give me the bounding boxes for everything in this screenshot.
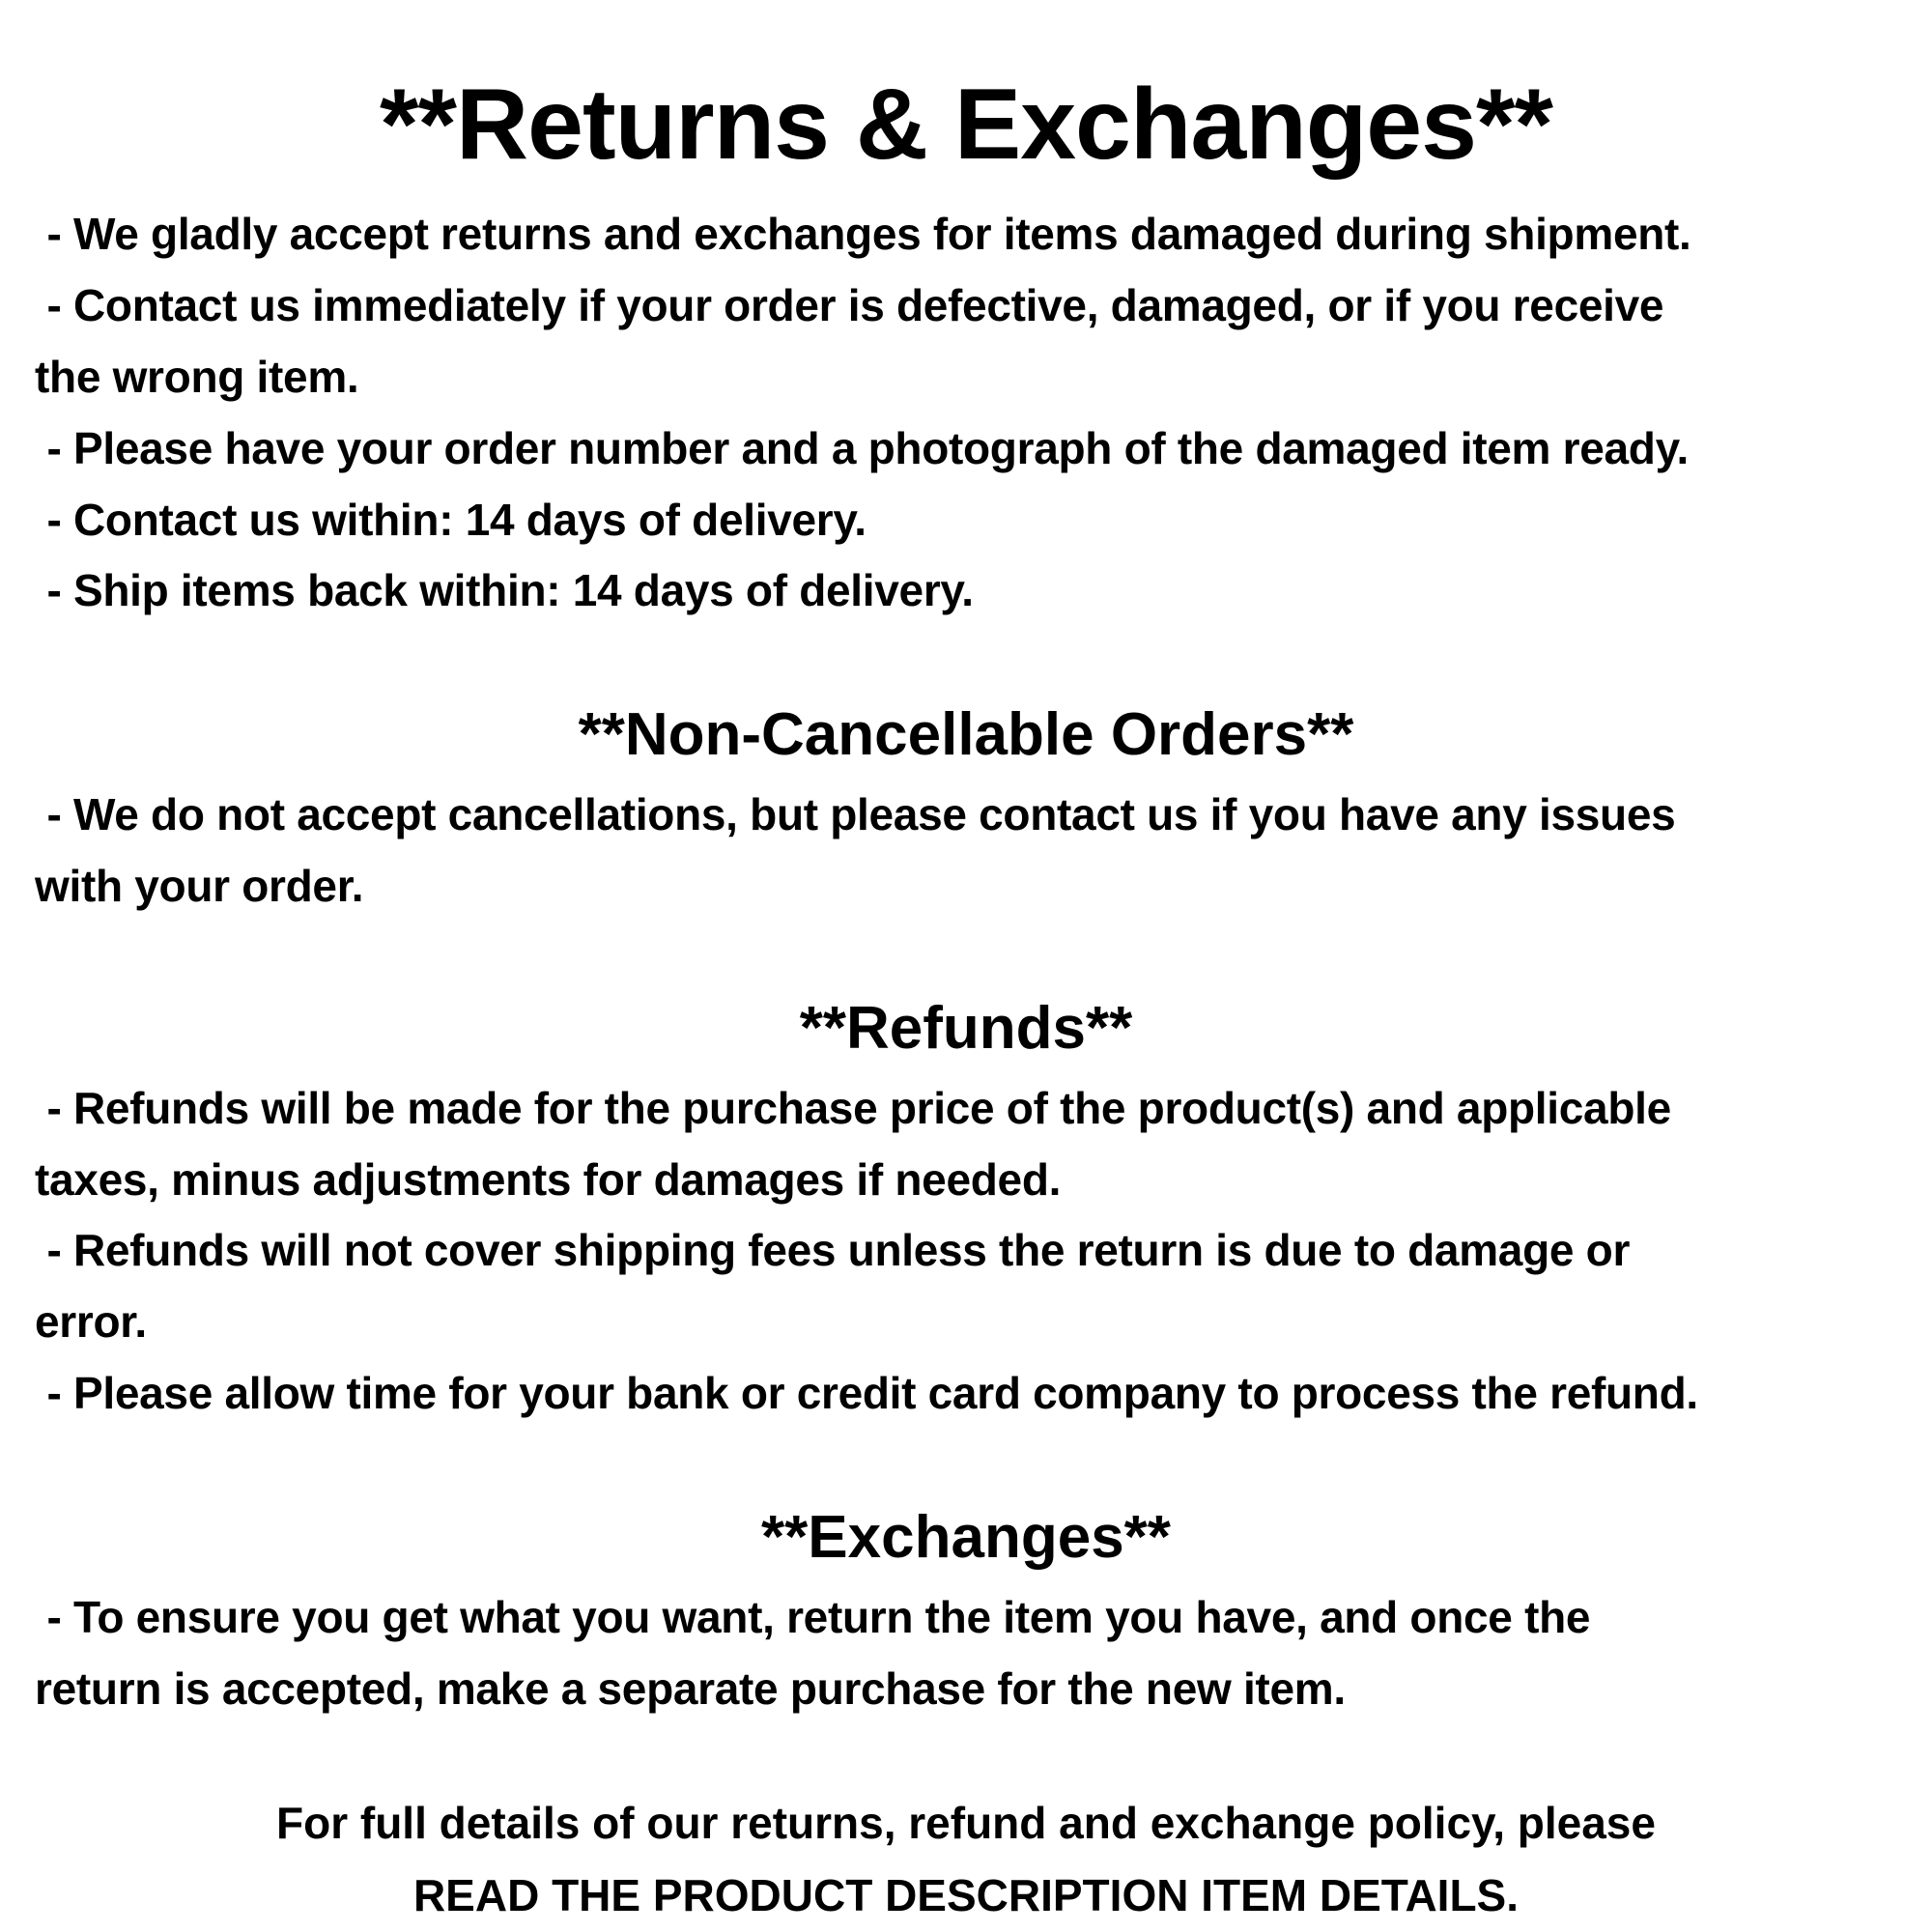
- returns-line: - Please have your order number and a photograph of the damaged item ready.: [35, 423, 1689, 473]
- non-cancellable-line: - We do not accept cancellations, but please contact us if you have any issues: [35, 789, 1676, 839]
- refunds-heading: **Refunds**: [799, 995, 1133, 1062]
- non-cancellable-line: with your order.: [35, 861, 364, 911]
- footer-note: For full details of our returns, refund and exchange policy, please: [276, 1798, 1656, 1848]
- refunds-line: - Refunds will not cover shipping fees unless the return is due to damage or: [35, 1225, 1631, 1275]
- returns-line: - Contact us immediately if your order is defective, damaged, or if you receive: [35, 280, 1664, 330]
- footer-callout: READ THE PRODUCT DESCRIPTION ITEM DETAILS.: [412, 1870, 1520, 1920]
- returns-line: - We gladly accept returns and exchanges for items damaged during shipment.: [35, 209, 1691, 259]
- non-cancellable-heading: **Non-Cancellable Orders**: [578, 701, 1354, 768]
- returns-line: - Contact us within: 14 days of delivery.: [35, 495, 867, 545]
- refunds-line: - Please allow time for your bank or credit card company to process the refund.: [35, 1368, 1698, 1418]
- refunds-line: taxes, minus adjustments for damages if needed.: [35, 1154, 1062, 1205]
- page-title: **Returns & Exchanges**: [380, 69, 1552, 181]
- returns-line: the wrong item.: [35, 352, 359, 402]
- exchanges-line: return is accepted, make a separate purchase for the new item.: [35, 1663, 1346, 1714]
- returns-line: - Ship items back within: 14 days of delivery.: [35, 565, 974, 615]
- refunds-line: error.: [35, 1296, 147, 1347]
- exchanges-line: - To ensure you get what you want, return the item you have, and once the: [35, 1592, 1591, 1642]
- exchanges-heading: **Exchanges**: [761, 1504, 1171, 1571]
- refunds-line: - Refunds will be made for the purchase price of the product(s) and applicable: [35, 1083, 1671, 1133]
